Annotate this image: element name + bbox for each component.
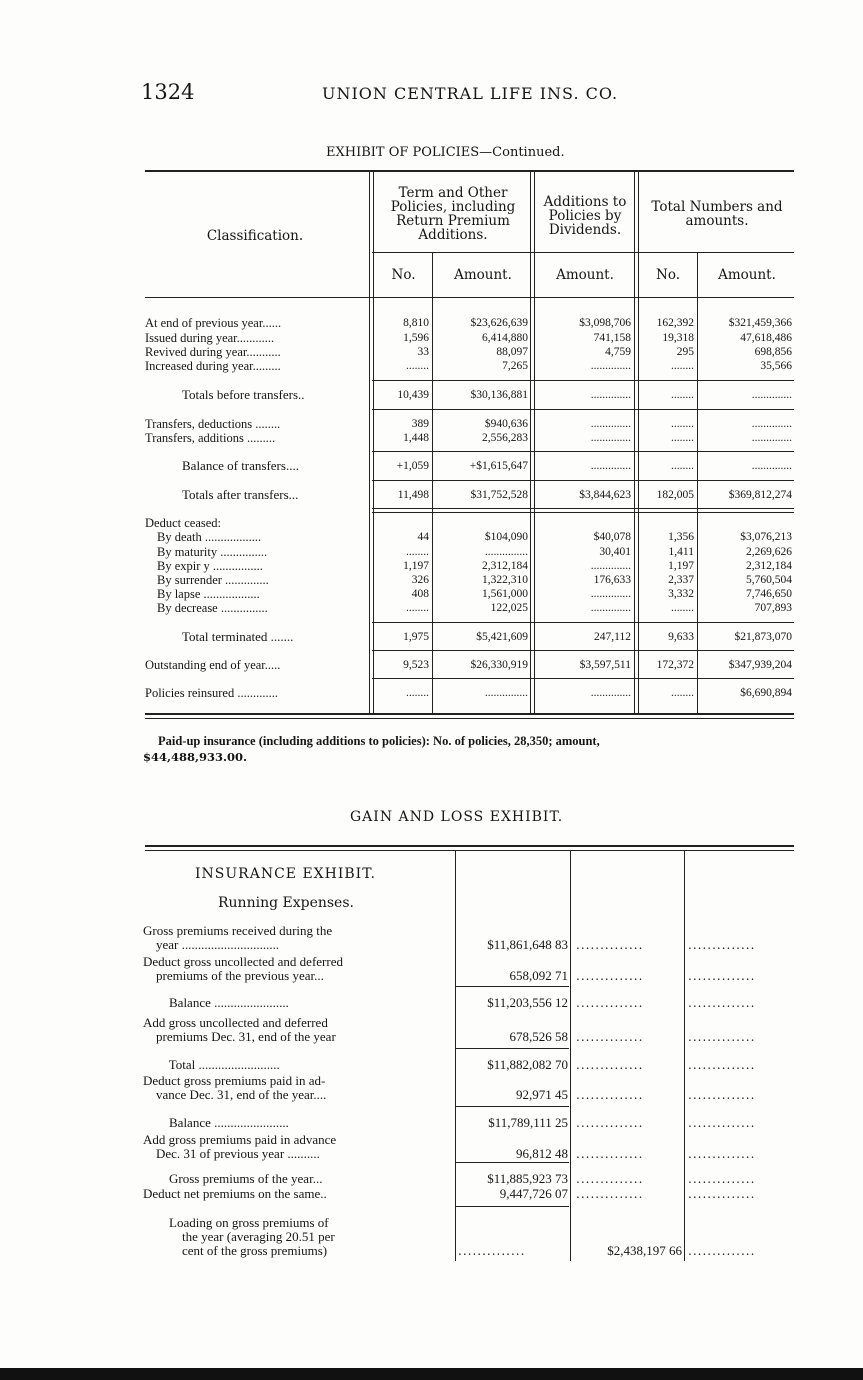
gain-row-label: Gross premiums of the year... (143, 1171, 323, 1186)
row-label: Transfers, deductions ........ (145, 417, 281, 431)
cell-total-no: ........ (671, 432, 694, 444)
gain-row-label: Add gross premiums paid in advance (143, 1132, 337, 1147)
gain-row-label: Deduct net premiums on the same.. (143, 1186, 327, 1201)
row-label: By lapse .................. (157, 587, 260, 601)
gain-row-label: Deduct gross premiums paid in ad- (143, 1073, 326, 1088)
leader-dots: .............. (576, 1088, 644, 1102)
gain-row-label: Balance ....................... (143, 1115, 289, 1130)
gain-col1-value: 92,971 45 (516, 1087, 568, 1102)
cell-term-amount: $26,330,919 (470, 659, 528, 671)
leader-dots: .............. (576, 938, 644, 952)
cell-additions-amount: $3,098,706 (579, 317, 631, 329)
cell-total-amount: $3,076,213 (740, 531, 792, 543)
gain-row-label: Add gross uncollected and deferred (143, 1015, 328, 1030)
cell-term-amount: $940,636 (484, 418, 528, 430)
gain-col1-value: $11,789,111 25 (488, 1115, 568, 1130)
cell-term-amount: 2,312,184 (482, 560, 528, 572)
cell-total-amount: 698,856 (754, 346, 792, 358)
leader-dots: .............. (576, 1147, 644, 1161)
header-classification: Classification. (206, 228, 304, 244)
cell-additions-amount: .............. (590, 418, 631, 430)
gain-col1-value: $11,203,556 12 (487, 995, 568, 1010)
cell-total-amount: $321,459,366 (728, 317, 792, 329)
subtotal-rule (456, 1162, 569, 1163)
cell-total-amount: 35,566 (760, 360, 792, 372)
cell-term-no: 10,439 (397, 389, 429, 401)
cell-term-amount: 2,556,283 (482, 432, 528, 444)
cell-additions-amount: 30,401 (599, 546, 631, 558)
table-bottom-rule-2 (145, 718, 794, 719)
cell-total-amount: .............. (751, 418, 792, 430)
cell-total-no: 2,337 (668, 574, 694, 586)
header-additions: Additions to Policies by Dividends. (543, 194, 627, 238)
gain-col1-value: $11,885,923 73 (487, 1171, 568, 1186)
cell-additions-amount: .............. (590, 360, 631, 372)
running-head: UNION CENTRAL LIFE INS. CO. (322, 84, 619, 103)
row-label: By death .................. (157, 530, 262, 544)
subtotal-rule (456, 986, 569, 987)
cell-total-amount: 5,760,504 (746, 574, 792, 586)
gain-col1-value: $11,861,648 83 (487, 937, 568, 952)
cell-total-no: 295 (676, 346, 694, 358)
cell-term-amount: 88,097 (496, 346, 528, 358)
leader-dots: .............. (688, 996, 756, 1010)
cell-total-amount: 2,312,184 (746, 560, 792, 572)
row-label: At end of previous year...... (145, 316, 282, 330)
row-rule (372, 380, 794, 381)
cell-total-no: 19,318 (662, 332, 694, 344)
leader-dots: .............. (688, 969, 756, 983)
leader-dots: .............. (576, 1116, 644, 1130)
gain-row-label: the year (averaging 20.51 per (143, 1229, 335, 1244)
row-rule (372, 480, 794, 481)
gl-col-divider (684, 851, 685, 1261)
cell-additions-amount: .............. (590, 389, 631, 401)
gain-row-label: premiums of the previous year... (143, 968, 324, 983)
cell-term-no: 1,975 (403, 631, 429, 643)
gain-col1-value: 9,447,726 07 (499, 1186, 568, 1201)
cell-total-amount: 7,746,650 (746, 588, 792, 600)
cell-term-no: +1,059 (396, 460, 429, 472)
row-label: Issued during year............ (145, 331, 275, 345)
subtotal-rule (456, 1106, 569, 1107)
cell-term-no: ........ (406, 687, 429, 699)
table-bottom-rule (145, 713, 794, 715)
exhibit-title: EXHIBIT OF POLICIES—Continued. (326, 145, 565, 160)
running-expenses-heading: Running Expenses. (218, 895, 354, 911)
leader-dots: .............. (688, 938, 756, 952)
row-label: By expir y ................ (157, 559, 263, 573)
row-rule (372, 650, 794, 651)
gain-row-label: vance Dec. 31, end of the year.... (143, 1087, 327, 1102)
row-rule (372, 508, 794, 509)
header-term-amount: Amount. (454, 267, 512, 283)
cell-total-no: 3,332 (668, 588, 694, 600)
cell-total-amount: 47,618,486 (740, 332, 792, 344)
cell-additions-amount: 176,633 (593, 574, 631, 586)
page-number: 1324 (141, 80, 195, 104)
gain-col1-value: $11,882,082 70 (487, 1057, 568, 1072)
cell-term-amount: 1,561,000 (482, 588, 528, 600)
cell-additions-amount: .............. (590, 460, 631, 472)
cell-term-no: ........ (406, 360, 429, 372)
gl-top-rule (145, 845, 794, 847)
cell-total-amount: $369,812,274 (728, 489, 792, 501)
leader-dots: .............. (688, 1187, 756, 1201)
header-total-no: No. (656, 267, 680, 283)
leader-dots: .............. (576, 1030, 644, 1044)
row-label: Outstanding end of year..... (145, 658, 281, 672)
cell-total-no: ........ (671, 602, 694, 614)
header-term-no: No. (391, 267, 416, 283)
row-rule (372, 678, 794, 679)
cell-term-amount: 1,322,310 (482, 574, 528, 586)
gain-row-label: Deduct gross uncollected and deferred (143, 954, 343, 969)
cell-term-no: 11,498 (397, 489, 429, 501)
cell-total-no: 182,005 (656, 489, 694, 501)
cell-term-amount: 122,025 (490, 602, 528, 614)
cell-total-no: 9,633 (668, 631, 694, 643)
row-label: Balance of transfers.... (182, 458, 299, 473)
header-term: Term and Other Policies, including Return Premium Additions. (390, 185, 516, 243)
cell-term-no: ........ (406, 546, 429, 558)
cell-total-amount: $21,873,070 (734, 631, 792, 643)
cell-term-no: 1,596 (403, 332, 429, 344)
subtotal-rule (456, 1048, 569, 1049)
gain-row-label: Total ......................... (143, 1057, 280, 1072)
cell-term-no: 408 (411, 588, 429, 600)
leader-dots: .............. (576, 996, 644, 1010)
row-label: Totals after transfers... (182, 487, 299, 502)
gain-row-label: Gross premiums received during the (143, 923, 333, 938)
leader-dots: .............. (688, 1244, 756, 1258)
cell-term-amount: ............... (484, 687, 528, 699)
row-rule (372, 451, 794, 452)
cell-additions-amount: $3,844,623 (579, 489, 631, 501)
cell-term-amount: $5,421,609 (476, 631, 528, 643)
gain-row-label: premiums Dec. 31, end of the year (143, 1029, 336, 1044)
cell-additions-amount: .............. (590, 602, 631, 614)
gain-row-label: cent of the gross premiums) (143, 1243, 328, 1258)
gain-row-label: year .............................. (143, 937, 280, 952)
cell-term-amount: $104,090 (484, 531, 528, 543)
row-label: By surrender .............. (157, 573, 269, 587)
cell-term-amount: $31,752,528 (470, 489, 528, 501)
row-label: By maturity ............... (157, 545, 268, 559)
cell-total-no: ........ (671, 460, 694, 472)
cell-term-no: 9,523 (403, 659, 429, 671)
row-label: Deduct ceased: (145, 516, 222, 530)
leader-dots: .............. (688, 1058, 756, 1072)
cell-total-amount: 707,893 (754, 602, 792, 614)
leader-dots: .............. (576, 969, 644, 983)
row-label: Transfers, additions ......... (145, 431, 276, 445)
leader-dots: .............. (576, 1187, 644, 1201)
subtotal-rule (456, 1206, 569, 1207)
insurance-exhibit-heading: INSURANCE EXHIBIT. (195, 866, 376, 882)
row-label: By decrease ............... (157, 601, 268, 615)
row-rule (372, 409, 794, 410)
leader-dots: .............. (576, 1058, 644, 1072)
subheader-rule (372, 252, 794, 253)
leader-dots: .............. (688, 1172, 756, 1186)
cell-total-no: 172,372 (656, 659, 694, 671)
cell-term-no: 1,197 (403, 560, 429, 572)
cell-term-amount: $30,136,881 (470, 389, 528, 401)
row-rule (372, 622, 794, 623)
cell-term-no: 8,810 (403, 317, 429, 329)
cell-term-amount: 7,265 (502, 360, 528, 372)
gain-row-label: Balance ....................... (143, 995, 289, 1010)
cell-total-amount: $6,690,894 (740, 687, 792, 699)
leader-dots: .............. (688, 1147, 756, 1161)
cell-term-amount: +$1,615,647 (469, 460, 528, 472)
cell-term-no: 389 (411, 418, 429, 430)
row-label: Total terminated ....... (182, 629, 294, 644)
cell-total-no: ........ (671, 389, 694, 401)
scan-bottom-edge (0, 1368, 863, 1380)
col-divider (373, 172, 374, 713)
cell-term-no: 33 (417, 346, 429, 358)
header-total-amount: Amount. (718, 267, 776, 283)
cell-total-no: 1,197 (668, 560, 694, 572)
cell-total-no: ........ (671, 687, 694, 699)
cell-total-amount: .............. (751, 432, 792, 444)
cell-additions-amount: .............. (590, 560, 631, 572)
cell-additions-amount: .............. (590, 588, 631, 600)
cell-additions-amount: 247,112 (594, 631, 631, 643)
row-label: Increased during year......... (145, 359, 281, 373)
leader-dots: .............. (576, 1172, 644, 1186)
gl-top-rule-2 (145, 850, 794, 851)
cell-total-no: 1,356 (668, 531, 694, 543)
gain-col1-value: 658,092 71 (509, 968, 568, 983)
cell-term-no: ........ (406, 602, 429, 614)
col-divider (369, 172, 370, 713)
row-label: Totals before transfers.. (182, 387, 305, 402)
col-divider (530, 172, 531, 713)
cell-total-no: ........ (671, 418, 694, 430)
leader-dots: .............. (688, 1088, 756, 1102)
cell-term-no: 44 (417, 531, 429, 543)
cell-total-amount: .............. (751, 389, 792, 401)
gain-col2-value: $2,438,197 66 (607, 1243, 682, 1258)
cell-term-no: 326 (411, 574, 429, 586)
cell-total-no: 1,411 (668, 546, 694, 558)
header-additions-amount: Amount. (556, 267, 614, 283)
paid-up-note: Paid-up insurance (including additions to policies): No. of policies, 28,350; amount, (158, 734, 600, 748)
cell-term-amount: $23,626,639 (470, 317, 528, 329)
cell-additions-amount: 4,759 (605, 346, 631, 358)
row-label: Policies reinsured ............. (145, 686, 278, 700)
cell-additions-amount: $3,597,511 (579, 659, 631, 671)
cell-total-no: ........ (671, 360, 694, 372)
cell-additions-amount: $40,078 (593, 531, 631, 543)
gain-col1-value: 96,812 48 (516, 1146, 568, 1161)
cell-additions-amount: .............. (590, 687, 631, 699)
col-divider (534, 172, 535, 713)
cell-term-no: 1,448 (403, 432, 429, 444)
row-label: Revived during year........... (145, 345, 281, 359)
leader-dots: .............. (688, 1116, 756, 1130)
leader-dots: .............. (458, 1244, 526, 1258)
gain-row-label: Dec. 31 of previous year .......... (143, 1146, 320, 1161)
cell-total-no: 162,392 (656, 317, 694, 329)
cell-additions-amount: .............. (590, 432, 631, 444)
header-total: Total Numbers and amounts. (651, 199, 783, 229)
gain-row-label: Loading on gross premiums of (143, 1215, 329, 1230)
cell-additions-amount: 741,158 (593, 332, 631, 344)
gain-loss-title: GAIN AND LOSS EXHIBIT. (350, 809, 564, 825)
row-rule (372, 512, 794, 513)
gl-col-divider (570, 851, 571, 1261)
cell-term-amount: 6,414,880 (482, 332, 528, 344)
gain-col1-value: 678,526 58 (509, 1029, 568, 1044)
cell-term-amount: ............... (484, 546, 528, 558)
cell-total-amount: $347,939,204 (728, 659, 792, 671)
cell-total-amount: 2,269,626 (746, 546, 792, 558)
col-divider (634, 172, 635, 713)
cell-total-amount: .............. (751, 460, 792, 472)
col-divider (697, 253, 698, 713)
leader-dots: .............. (688, 1030, 756, 1044)
col-divider (432, 253, 433, 713)
paid-up-note-amount: $44,488,933.00. (143, 750, 248, 764)
col-divider (638, 172, 639, 713)
table-top-rule (145, 170, 794, 172)
